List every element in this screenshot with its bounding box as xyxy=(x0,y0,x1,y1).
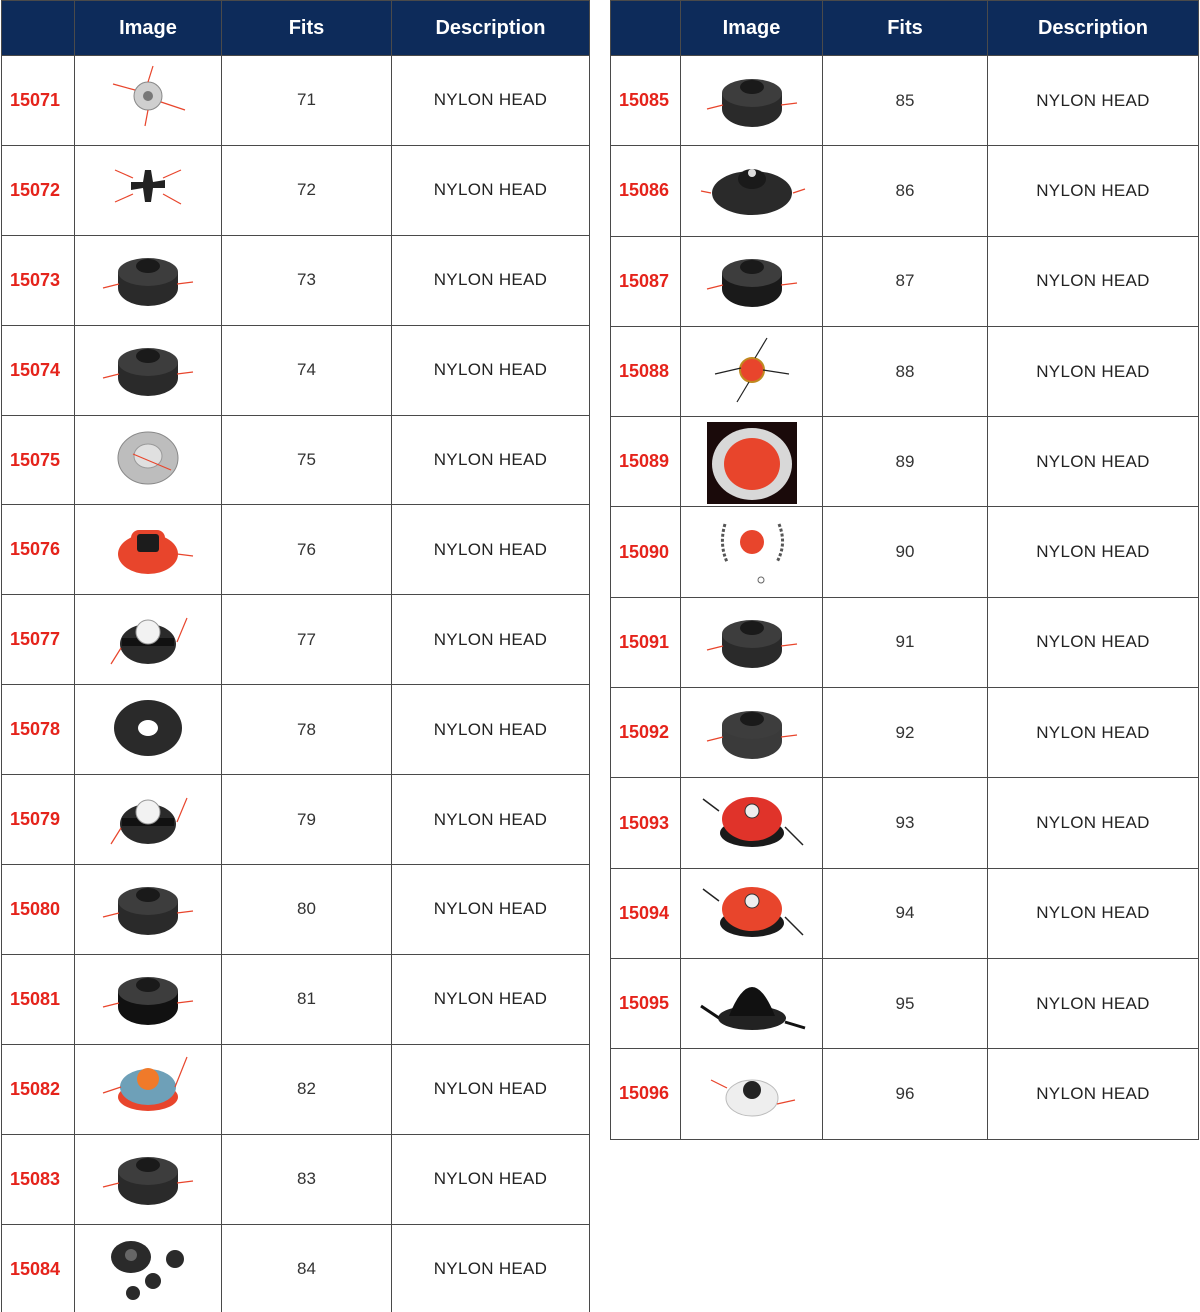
parts-table-right xyxy=(610,0,1199,1140)
product-image-cell xyxy=(75,1224,222,1312)
flat-disc-head-icon xyxy=(93,688,203,772)
bump-spool-head-icon xyxy=(697,59,807,143)
red-cap-disc-head-icon xyxy=(697,420,807,504)
fits-value: 90 xyxy=(823,507,988,597)
fits-value: 76 xyxy=(222,505,392,595)
description-value: NYLON HEAD xyxy=(392,325,590,415)
part-code: 15092 xyxy=(611,688,681,778)
fits-value: 72 xyxy=(222,145,392,235)
part-code: 15084 xyxy=(2,1224,75,1312)
part-code: 15071 xyxy=(2,56,75,146)
part-code: 15091 xyxy=(611,597,681,687)
table-row xyxy=(611,326,1199,416)
part-code: 15094 xyxy=(611,868,681,958)
description-value: NYLON HEAD xyxy=(988,56,1199,146)
product-image-cell xyxy=(75,415,222,505)
bump-spool-head-icon xyxy=(93,1137,203,1221)
table-row xyxy=(2,1044,590,1134)
product-image-cell xyxy=(75,954,222,1044)
part-code: 15080 xyxy=(2,865,75,955)
table-row xyxy=(611,958,1199,1048)
fits-value: 86 xyxy=(823,146,988,236)
fits-value: 74 xyxy=(222,325,392,415)
table-row xyxy=(2,1224,590,1312)
description-value: NYLON HEAD xyxy=(988,778,1199,868)
description-value: NYLON HEAD xyxy=(988,958,1199,1048)
part-code: 15088 xyxy=(611,326,681,416)
product-image-cell xyxy=(681,417,823,507)
table-row xyxy=(2,1134,590,1224)
table-row xyxy=(611,146,1199,236)
part-code: 15085 xyxy=(611,56,681,146)
table-row xyxy=(2,145,590,235)
table-row xyxy=(2,685,590,775)
part-code: 15093 xyxy=(611,778,681,868)
product-image-cell xyxy=(681,326,823,416)
header-code xyxy=(611,1,681,56)
table-row xyxy=(611,868,1199,958)
description-value: NYLON HEAD xyxy=(988,868,1199,958)
table-row xyxy=(2,775,590,865)
product-image-cell xyxy=(75,1134,222,1224)
header-description: Description xyxy=(392,1,590,56)
description-value: NYLON HEAD xyxy=(392,145,590,235)
product-image-cell xyxy=(681,236,823,326)
description-value: NYLON HEAD xyxy=(392,595,590,685)
table-row xyxy=(611,778,1199,868)
fits-value: 93 xyxy=(823,778,988,868)
header-image: Image xyxy=(75,1,222,56)
product-image-cell xyxy=(681,56,823,146)
fits-value: 77 xyxy=(222,595,392,685)
description-value: NYLON HEAD xyxy=(392,56,590,146)
description-value: NYLON HEAD xyxy=(392,235,590,325)
product-image-cell xyxy=(681,688,823,778)
description-value: NYLON HEAD xyxy=(392,685,590,775)
fits-value: 71 xyxy=(222,56,392,146)
table-row xyxy=(2,954,590,1044)
description-value: NYLON HEAD xyxy=(392,415,590,505)
fits-value: 79 xyxy=(222,775,392,865)
header-code xyxy=(2,1,75,56)
description-value: NYLON HEAD xyxy=(392,775,590,865)
header-fits: Fits xyxy=(222,1,392,56)
product-image-cell xyxy=(75,145,222,235)
orange-spool-head-icon xyxy=(93,508,203,592)
part-code: 15087 xyxy=(611,236,681,326)
product-image-cell xyxy=(75,56,222,146)
bump-spool-head-icon xyxy=(93,957,203,1041)
bump-spool-head-icon xyxy=(697,239,807,323)
parts-table-left xyxy=(1,0,590,1312)
part-code: 15073 xyxy=(2,235,75,325)
header-fits: Fits xyxy=(823,1,988,56)
product-image-cell xyxy=(681,958,823,1048)
fits-value: 95 xyxy=(823,958,988,1048)
chain-flail-head-icon xyxy=(697,510,807,594)
table-row xyxy=(2,415,590,505)
part-code: 15081 xyxy=(2,954,75,1044)
fits-value: 73 xyxy=(222,235,392,325)
description-value: NYLON HEAD xyxy=(988,417,1199,507)
white-spool-head-icon xyxy=(697,1052,807,1136)
table-row xyxy=(611,597,1199,687)
table-header-row xyxy=(2,1,590,56)
fits-value: 94 xyxy=(823,868,988,958)
table-row xyxy=(2,865,590,955)
description-value: NYLON HEAD xyxy=(392,1224,590,1312)
table-row xyxy=(2,595,590,685)
bump-spool-head-icon xyxy=(93,238,203,322)
fits-value: 83 xyxy=(222,1134,392,1224)
product-image-cell xyxy=(681,1049,823,1139)
table-row xyxy=(611,417,1199,507)
four-arm-line-head-icon xyxy=(93,148,203,232)
blue-orange-spool-head-icon xyxy=(93,1047,203,1131)
fits-value: 91 xyxy=(823,597,988,687)
table-row xyxy=(611,1049,1199,1139)
description-value: NYLON HEAD xyxy=(392,954,590,1044)
table-row xyxy=(2,325,590,415)
description-value: NYLON HEAD xyxy=(392,505,590,595)
product-image-cell xyxy=(75,235,222,325)
fits-value: 87 xyxy=(823,236,988,326)
product-image-cell xyxy=(681,597,823,687)
red-spool-head-icon xyxy=(697,781,807,865)
product-image-cell xyxy=(75,595,222,685)
fits-value: 84 xyxy=(222,1224,392,1312)
red-four-line-head-icon xyxy=(697,330,807,414)
header-description: Description xyxy=(988,1,1199,56)
product-image-cell xyxy=(75,1044,222,1134)
part-code: 15090 xyxy=(611,507,681,597)
product-image-cell xyxy=(75,775,222,865)
part-code: 15096 xyxy=(611,1049,681,1139)
part-code: 15086 xyxy=(611,146,681,236)
table-row xyxy=(611,507,1199,597)
description-value: NYLON HEAD xyxy=(988,688,1199,778)
product-image-cell xyxy=(681,507,823,597)
part-code: 15074 xyxy=(2,325,75,415)
part-code: 15075 xyxy=(2,415,75,505)
bump-spool-head-icon xyxy=(93,867,203,951)
product-image-cell xyxy=(681,778,823,868)
part-code: 15072 xyxy=(2,145,75,235)
table-row xyxy=(2,505,590,595)
fits-value: 89 xyxy=(823,417,988,507)
head-with-adapters-icon xyxy=(93,1227,203,1311)
red-spool-head-icon xyxy=(697,871,807,955)
white-knob-spool-head-icon xyxy=(93,778,203,862)
bump-spool-head-icon xyxy=(93,328,203,412)
part-code: 15083 xyxy=(2,1134,75,1224)
white-knob-spool-head-icon xyxy=(93,598,203,682)
fits-value: 88 xyxy=(823,326,988,416)
description-value: NYLON HEAD xyxy=(988,507,1199,597)
wide-spool-head-icon xyxy=(697,149,807,233)
product-image-cell xyxy=(75,685,222,775)
description-value: NYLON HEAD xyxy=(392,865,590,955)
description-value: NYLON HEAD xyxy=(392,1044,590,1134)
fits-value: 80 xyxy=(222,865,392,955)
fits-value: 82 xyxy=(222,1044,392,1134)
cone-head-icon xyxy=(697,962,807,1046)
part-code: 15078 xyxy=(2,685,75,775)
table-row xyxy=(611,688,1199,778)
fits-value: 78 xyxy=(222,685,392,775)
table-row xyxy=(2,235,590,325)
part-code: 15082 xyxy=(2,1044,75,1134)
fits-value: 92 xyxy=(823,688,988,778)
description-value: NYLON HEAD xyxy=(988,236,1199,326)
product-image-cell xyxy=(75,325,222,415)
product-image-cell xyxy=(681,146,823,236)
description-value: NYLON HEAD xyxy=(988,326,1199,416)
bump-spool-head-icon xyxy=(697,600,807,684)
fits-value: 85 xyxy=(823,56,988,146)
table-row xyxy=(611,236,1199,326)
header-image: Image xyxy=(681,1,823,56)
bump-spool-head-icon xyxy=(697,691,807,775)
table-row xyxy=(611,56,1199,146)
description-value: NYLON HEAD xyxy=(988,597,1199,687)
description-value: NYLON HEAD xyxy=(988,146,1199,236)
part-code: 15095 xyxy=(611,958,681,1048)
part-code: 15079 xyxy=(2,775,75,865)
product-image-cell xyxy=(75,505,222,595)
fits-value: 96 xyxy=(823,1049,988,1139)
description-value: NYLON HEAD xyxy=(392,1134,590,1224)
part-code: 15089 xyxy=(611,417,681,507)
table-header-row xyxy=(611,1,1199,56)
aluminum-two-line-head-icon xyxy=(93,58,203,142)
description-value: NYLON HEAD xyxy=(988,1049,1199,1139)
part-code: 15076 xyxy=(2,505,75,595)
metal-disc-head-icon xyxy=(93,418,203,502)
part-code: 15077 xyxy=(2,595,75,685)
product-image-cell xyxy=(75,865,222,955)
product-image-cell xyxy=(681,868,823,958)
table-row xyxy=(2,56,590,146)
fits-value: 81 xyxy=(222,954,392,1044)
fits-value: 75 xyxy=(222,415,392,505)
